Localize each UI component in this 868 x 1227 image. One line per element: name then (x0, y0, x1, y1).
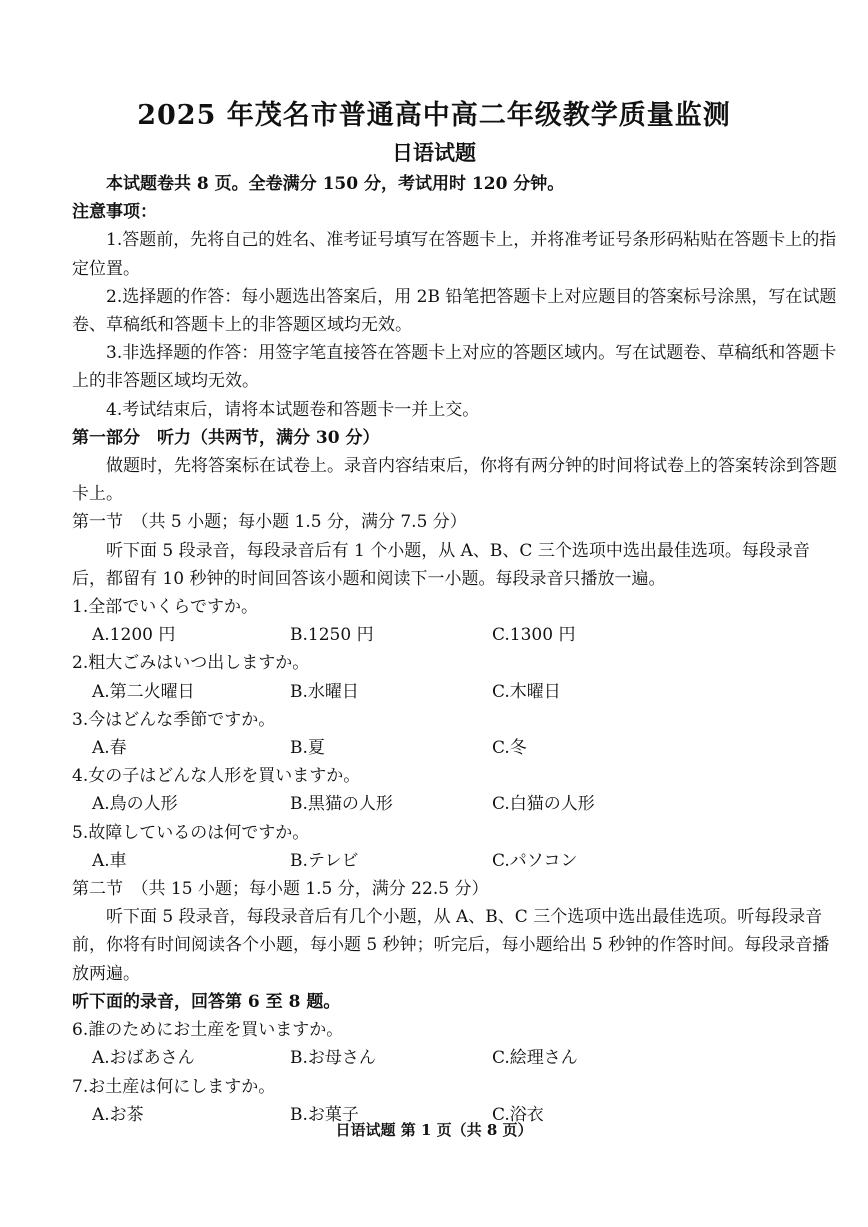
option-a: A.1200 円 (92, 625, 176, 646)
exam-content (72, 170, 842, 1129)
question-block (72, 762, 842, 818)
question-text: 5.故障しているのは何ですか。 (72, 822, 310, 843)
question-text: 1.全部でいくらですか。 (72, 597, 259, 618)
notice-item: 1.答题前，先将自己的姓名、准考证号填写在答题卡上，并将准考证号条形码粘贴在答题卡上的指定位置。 (72, 230, 837, 279)
section1-instruction: 听下面 5 段录音，每段录音后有 1 个小题，从 A、B、C 三个选项中选出最佳选项。每段录音后，都留有 10 秒钟的时间回答该小题和阅读下一小题。每段录音只播放一遍。 (72, 540, 810, 589)
option-b: B.テレビ (290, 850, 359, 871)
question-block (72, 819, 842, 875)
option-a: A.おばあさん (92, 1048, 195, 1069)
section2-heading: 第二节 （共 15 小题；每小题 1.5 分，满分 22.5 分） (72, 879, 489, 900)
option-row (72, 847, 842, 875)
option-b: B.水曜日 (290, 681, 359, 702)
question-block (72, 706, 842, 762)
option-a: A.車 (92, 850, 127, 871)
page-footer: 日语试题 第 1 页（共 8 页） (335, 1121, 533, 1139)
section1-heading: 第一节 （共 5 小题；每小题 1.5 分，满分 7.5 分） (72, 512, 467, 533)
option-row (72, 1044, 842, 1072)
option-b: B.1250 円 (290, 625, 374, 646)
notice-item: 2.选择题的作答：每小题选出答案后，用 2B 铅笔把答题卡上对应题目的答案标号涂黑，写在试题卷、草稿纸和答题卡上的非答题区域均无效。 (72, 286, 837, 336)
question-text: 3.今はどんな季節ですか。 (72, 709, 276, 730)
part1-heading: 第一部分 听力（共两节，满分 30 分） (72, 427, 380, 448)
option-a: A.第二火曜日 (92, 681, 195, 702)
question-text: 4.女の子はどんな人形を買いますか。 (72, 766, 361, 787)
question-block (72, 649, 842, 705)
section2-prompt: 听下面的录音，回答第 6 至 8 题。 (72, 991, 341, 1012)
section2-instruction: 听下面 5 段录音，每段录音后有几个小题，从 A、B、C 三个选项中选出最佳选项。听每段录音前，你将有时间阅读各个小题，每小题 5 秒钟；听完后，每小题给出 5 秒钟的作答时间。每段录音播放两遍。 (72, 907, 830, 984)
option-c: C.絵理さん (492, 1048, 578, 1069)
option-c: C.白猫の人形 (492, 794, 595, 815)
option-row (72, 734, 842, 762)
option-a: A.お茶 (92, 1104, 144, 1125)
option-c: C.パソコン (492, 850, 578, 871)
exam-subtitle: 日语试题 (392, 140, 476, 165)
exam-summary: 本试题卷共 8 页。全卷满分 150 分，考试用时 120 分钟。 (106, 174, 565, 194)
option-row (72, 790, 842, 818)
notice-item: 3.非选择题的作答：用签字笔直接答在答题卡上对应的答题区域内。写在试题卷、草稿纸和答题卡上的非答题区域均无效。 (72, 343, 837, 392)
question-text: 7.お土産は何にしますか。 (72, 1076, 276, 1097)
option-row (72, 621, 842, 649)
option-c: C.1300 円 (492, 625, 576, 646)
question-text: 2.粗大ごみはいつ出しますか。 (72, 653, 310, 674)
option-a: A.鳥の人形 (92, 794, 178, 815)
notice-item: 4.考试结束后，请将本试题卷和答题卡一并上交。 (106, 399, 480, 420)
option-row (72, 678, 842, 706)
option-c: C.冬 (492, 738, 527, 759)
question-block (72, 593, 842, 649)
question-text: 6.誰のためにお土産を買いますか。 (72, 1020, 344, 1041)
option-b: B.夏 (290, 738, 325, 759)
option-a: A.春 (92, 738, 127, 759)
option-b: B.お菓子 (290, 1104, 359, 1125)
exam-title: 2025 年茂名市普通高中高二年级教学质量监测 (137, 100, 731, 131)
option-b: B.黒猫の人形 (290, 794, 393, 815)
option-c: C.浴衣 (492, 1104, 544, 1125)
option-c: C.木曜日 (492, 681, 561, 702)
notice-heading: 注意事项： (72, 202, 157, 223)
question-block (72, 1016, 842, 1072)
option-b: B.お母さん (290, 1048, 376, 1069)
part1-instruction: 做题时，先将答案标在试卷上。录音内容结束后，你将有两分钟的时间将试卷上的答案转涂到答题卡上。 (72, 456, 837, 505)
